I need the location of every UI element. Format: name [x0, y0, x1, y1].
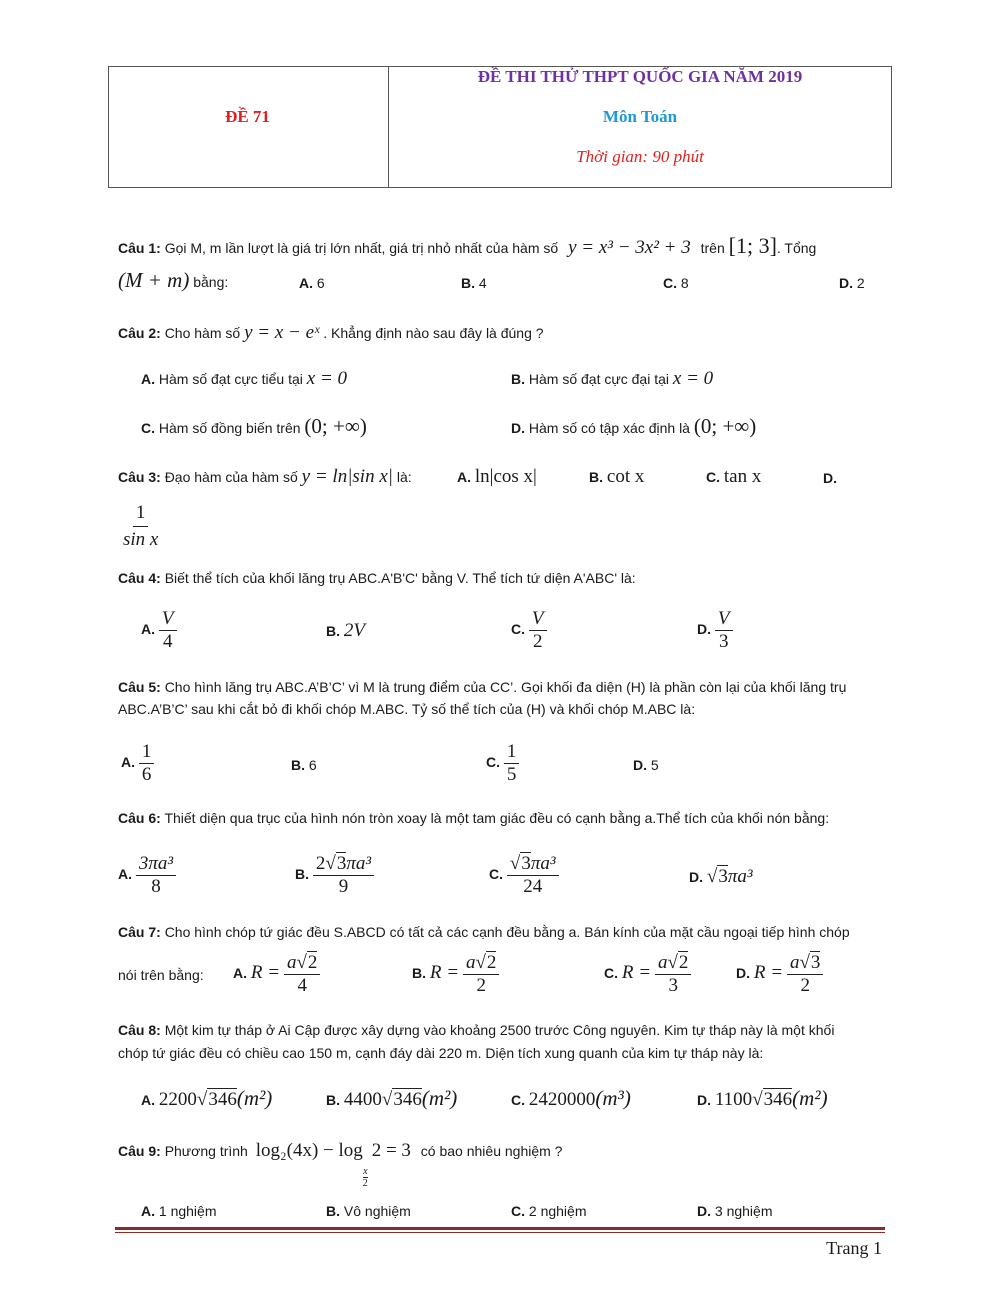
- q8-option-d[interactable]: D. 1100√346(m²): [697, 1086, 828, 1110]
- q3-option-a[interactable]: A. ln|cos x|: [457, 466, 537, 487]
- q8-option-b[interactable]: B. 4400√346(m²): [326, 1086, 458, 1110]
- q9-option-d[interactable]: D. 3 nghiệm: [697, 1203, 773, 1219]
- question-1-line2: (M + m) bằng:: [118, 268, 229, 292]
- q2-option-c[interactable]: C. Hàm số đồng biến trên (0; +∞): [141, 414, 367, 438]
- question-9: Câu 9: Phương trình log₂(4x) − log $\frac{x}{2}$ 2 = 3 có bao nhiêu nghiệm ?: [118, 1140, 563, 1189]
- q7-option-d[interactable]: D. R = $\frac{a√3}{2}$: [736, 952, 823, 997]
- q2-option-a[interactable]: A. Hàm số đạt cực tiểu tại x = 0: [141, 368, 348, 389]
- q5-option-d[interactable]: D. 5: [633, 757, 659, 773]
- q7-option-c[interactable]: C. R = $\frac{a√2}{3}$: [604, 952, 691, 997]
- subject: Môn Toán: [602, 107, 678, 126]
- page-number: Trang 1: [826, 1238, 882, 1258]
- q4-option-d[interactable]: D. $\frac{V}{3}$: [697, 608, 733, 653]
- q4-option-b[interactable]: B. 2V: [326, 620, 365, 641]
- question-3: Câu 3: Đạo hàm của hàm số y = ln|sin x| là:: [118, 466, 412, 487]
- q8-option-a[interactable]: A. 2200√346(m²): [141, 1086, 273, 1110]
- q1-option-c[interactable]: C. 8: [663, 275, 689, 291]
- q9-option-b[interactable]: B. Vô nghiệm: [326, 1203, 411, 1219]
- question-7-line2: nói trên bằng:: [118, 967, 204, 983]
- q3-option-d-label[interactable]: D.: [823, 470, 837, 486]
- question-4: Câu 4: Biết thể tích của khối lăng trụ ABC.A'B'C' bằng V. Thể tích tứ diện A'ABC' là:: [118, 570, 636, 586]
- q5-option-a[interactable]: A. $\frac{1}{6}$: [121, 741, 154, 786]
- q6-option-d[interactable]: D. √3πa³: [689, 866, 753, 887]
- question-8-line1: Câu 8: Một kim tự tháp ở Ai Cập được xây dựng vào khoảng 2500 trước Công nguyên. Kim tự tháp này là một khối: [118, 1022, 835, 1038]
- q7-option-a[interactable]: A. R = $\frac{a√2}{4}$: [233, 952, 320, 997]
- q4-option-a[interactable]: A. $\frac{V}{4}$: [141, 608, 177, 653]
- question-8-line2: chóp tứ giác đều có chiều cao 150 m, cạnh đáy dài 220 m. Diện tích xung quanh của kim tự tháp này là:: [118, 1045, 764, 1061]
- question-1: Câu 1: Gọi M, m lần lượt là giá trị lớn nhất, giá trị nhỏ nhất của hàm số y = x³ − 3x² + 3 trên [1; 3]. Tổng: [118, 233, 817, 258]
- q6-option-c[interactable]: C. $\frac{\text{√3πa³}}{24}$: [489, 853, 559, 898]
- footer-rule-thin: [115, 1232, 885, 1233]
- footer-rule: [115, 1227, 885, 1230]
- q6-option-b[interactable]: B. $\frac{\text{2√3πa³}}{9}$: [295, 853, 374, 898]
- q3-option-c[interactable]: C. tan x: [706, 466, 762, 487]
- q1-option-b[interactable]: B. 4: [461, 275, 487, 291]
- q1-option-a[interactable]: A. 6: [299, 275, 325, 291]
- q5-option-b[interactable]: B. 6: [291, 757, 317, 773]
- q9-option-a[interactable]: A. 1 nghiệm: [141, 1203, 217, 1219]
- question-7-line1: Câu 7: Cho hình chóp tứ giác đều S.ABCD có tất cả các cạnh đều bằng a. Bán kính của mặt cầu ngoại tiếp hình chóp: [118, 924, 850, 940]
- q1-option-d[interactable]: D. 2: [839, 275, 865, 291]
- q5-option-c[interactable]: C. $\frac{1}{5}$: [486, 741, 519, 786]
- time-limit: Thời gian: 90 phút: [576, 147, 704, 166]
- q2-option-b[interactable]: B. Hàm số đạt cực đại tại x = 0: [511, 368, 714, 389]
- question-5-line1: Câu 5: Cho hình lăng trụ ABC.A’B’C’ vì M là trung điểm của CC’. Gọi khối đa diện (H) là phần còn lại của khối lăng trụ: [118, 679, 847, 695]
- question-6: Câu 6: Thiết diện qua trục của hình nón tròn xoay là một tam giác đều có cạnh bằng a.Thể tích của khối nón bằng:: [118, 810, 830, 826]
- question-5-line2: ABC.A’B’C’ sau khi cắt bỏ đi khối chóp M.ABC. Tỷ số thể tích của (H) và khối chóp M.ABC là:: [118, 701, 696, 717]
- exam-code: ĐỀ 71: [225, 107, 270, 126]
- q3-option-d[interactable]: $\frac{1}{\text{sin x}}$: [123, 502, 159, 550]
- q3-option-b[interactable]: B. cot x: [589, 466, 645, 487]
- question-2: Câu 2: Cho hàm số y = x − eˣ . Khẳng định nào sau đây là đúng ?: [118, 322, 544, 343]
- q2-option-d[interactable]: D. Hàm số có tập xác định là (0; +∞): [511, 414, 757, 438]
- q7-option-b[interactable]: B. R = $\frac{a√2}{2}$: [412, 952, 499, 997]
- q4-option-c[interactable]: C. $\frac{V}{2}$: [511, 608, 547, 653]
- q9-option-c[interactable]: C. 2 nghiệm: [511, 1203, 587, 1219]
- exam-title: ĐỀ THI THỬ THPT QUỐC GIA NĂM 2019: [477, 67, 803, 86]
- q6-option-a[interactable]: A. $\frac{\text{3πa³}}{8}$: [118, 853, 176, 898]
- q8-option-c[interactable]: C. 2420000(m³): [511, 1086, 631, 1110]
